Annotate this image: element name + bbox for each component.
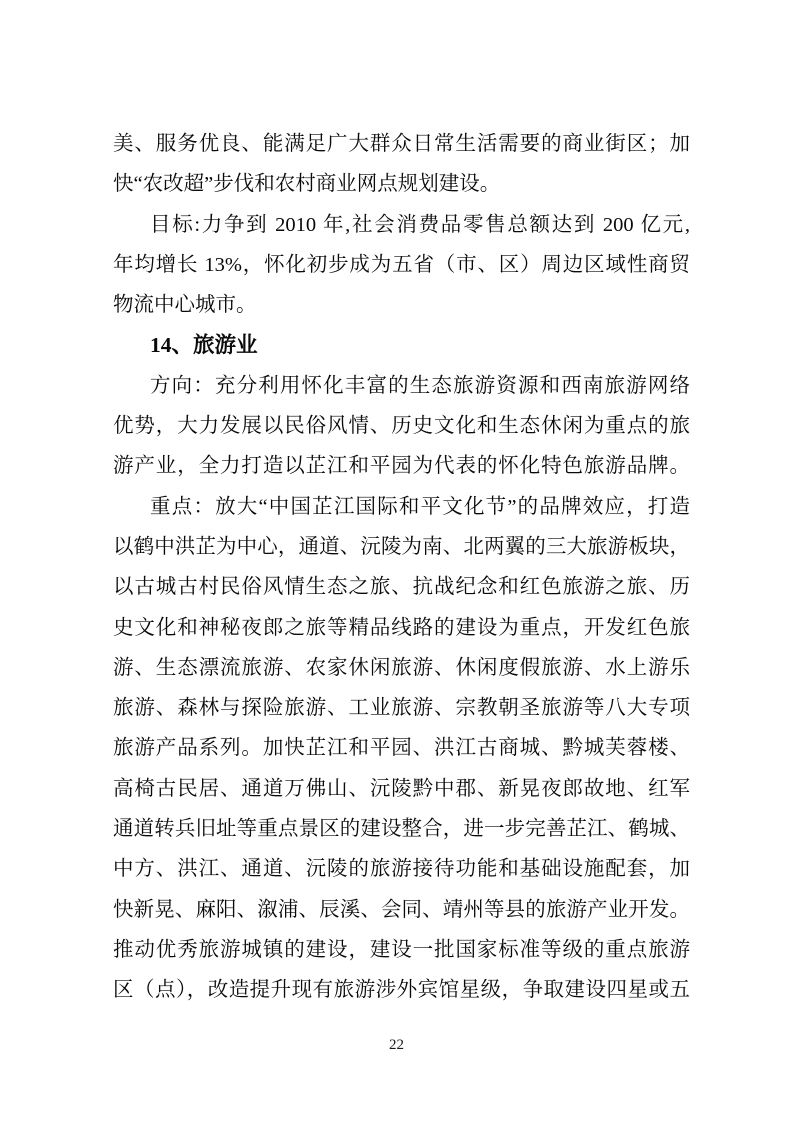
text-line: 游、生态漂流旅游、农家休闲旅游、休闲度假旅游、水上游乐	[113, 656, 690, 679]
text-line: 高椅古民居、通道万佛山、沅陵黔中郡、新晃夜郎故地、红军	[113, 777, 690, 800]
text-line: 通道转兵旧址等重点景区的建设整合，进一步完善芷江、鹤城、	[113, 818, 690, 841]
text-line: 以古城古村民俗风情生态之旅、抗战纪念和红色旅游之旅、历	[113, 576, 690, 599]
text-line: 快“农改超”步伐和农村商业网点规划建设。	[113, 173, 501, 196]
paragraph-block	[113, 487, 690, 1011]
text-line: 年均增长 13%，怀化初步成为五省（市、区）周边区域性商贸	[113, 253, 690, 276]
text-line: 旅游、森林与探险旅游、工业旅游、宗教朝圣旅游等八大专项	[113, 697, 690, 720]
text-line: 优势，大力发展以民俗风情、历史文化和生态休闲为重点的旅	[113, 415, 690, 438]
text-line: 游产业，全力打造以芷江和平园为代表的怀化特色旅游品牌。	[113, 455, 690, 478]
text-line: 中方、洪江、通道、沅陵的旅游接待功能和基础设施配套，加	[113, 858, 690, 881]
section-block	[113, 325, 690, 365]
text-line: 以鹤中洪芷为中心，通道、沅陵为南、北两翼的三大旅游板块，	[113, 535, 690, 558]
text-line: 目标:力争到 2010 年,社会消费品零售总额达到 200 亿元,	[150, 213, 690, 236]
paragraph-block	[113, 124, 690, 205]
text-line: 区（点），改造提升现有旅游涉外宾馆星级，争取建设四星或五	[113, 979, 690, 1002]
text-line: 史文化和神秘夜郎之旅等精品线路的建设为重点，开发红色旅	[113, 616, 690, 639]
text-line: 旅游产品系列。加快芷江和平园、洪江古商城、黔城芙蓉楼、	[113, 737, 690, 760]
text-line: 方向：充分利用怀化丰富的生态旅游资源和西南旅游网络	[150, 374, 690, 397]
section-heading: 14、旅游业	[150, 333, 258, 358]
text-line: 推动优秀旅游城镇的建设，建设一批国家标准等级的重点旅游	[113, 938, 690, 961]
text-line: 物流中心城市。	[113, 294, 257, 317]
page-number: 22	[389, 1037, 404, 1053]
paragraph-block	[113, 366, 690, 487]
paragraph-block	[113, 205, 690, 326]
document-content	[113, 124, 690, 1011]
text-line: 快新晃、麻阳、溆浦、辰溪、会同、靖州等县的旅游产业开发。	[113, 898, 690, 921]
page-footer	[0, 1036, 793, 1054]
text-line: 重点：放大“中国芷江国际和平文化节”的品牌效应，打造	[150, 495, 690, 518]
text-line: 美、服务优良、能满足广大群众日常生活需要的商业街区；加	[113, 133, 690, 155]
